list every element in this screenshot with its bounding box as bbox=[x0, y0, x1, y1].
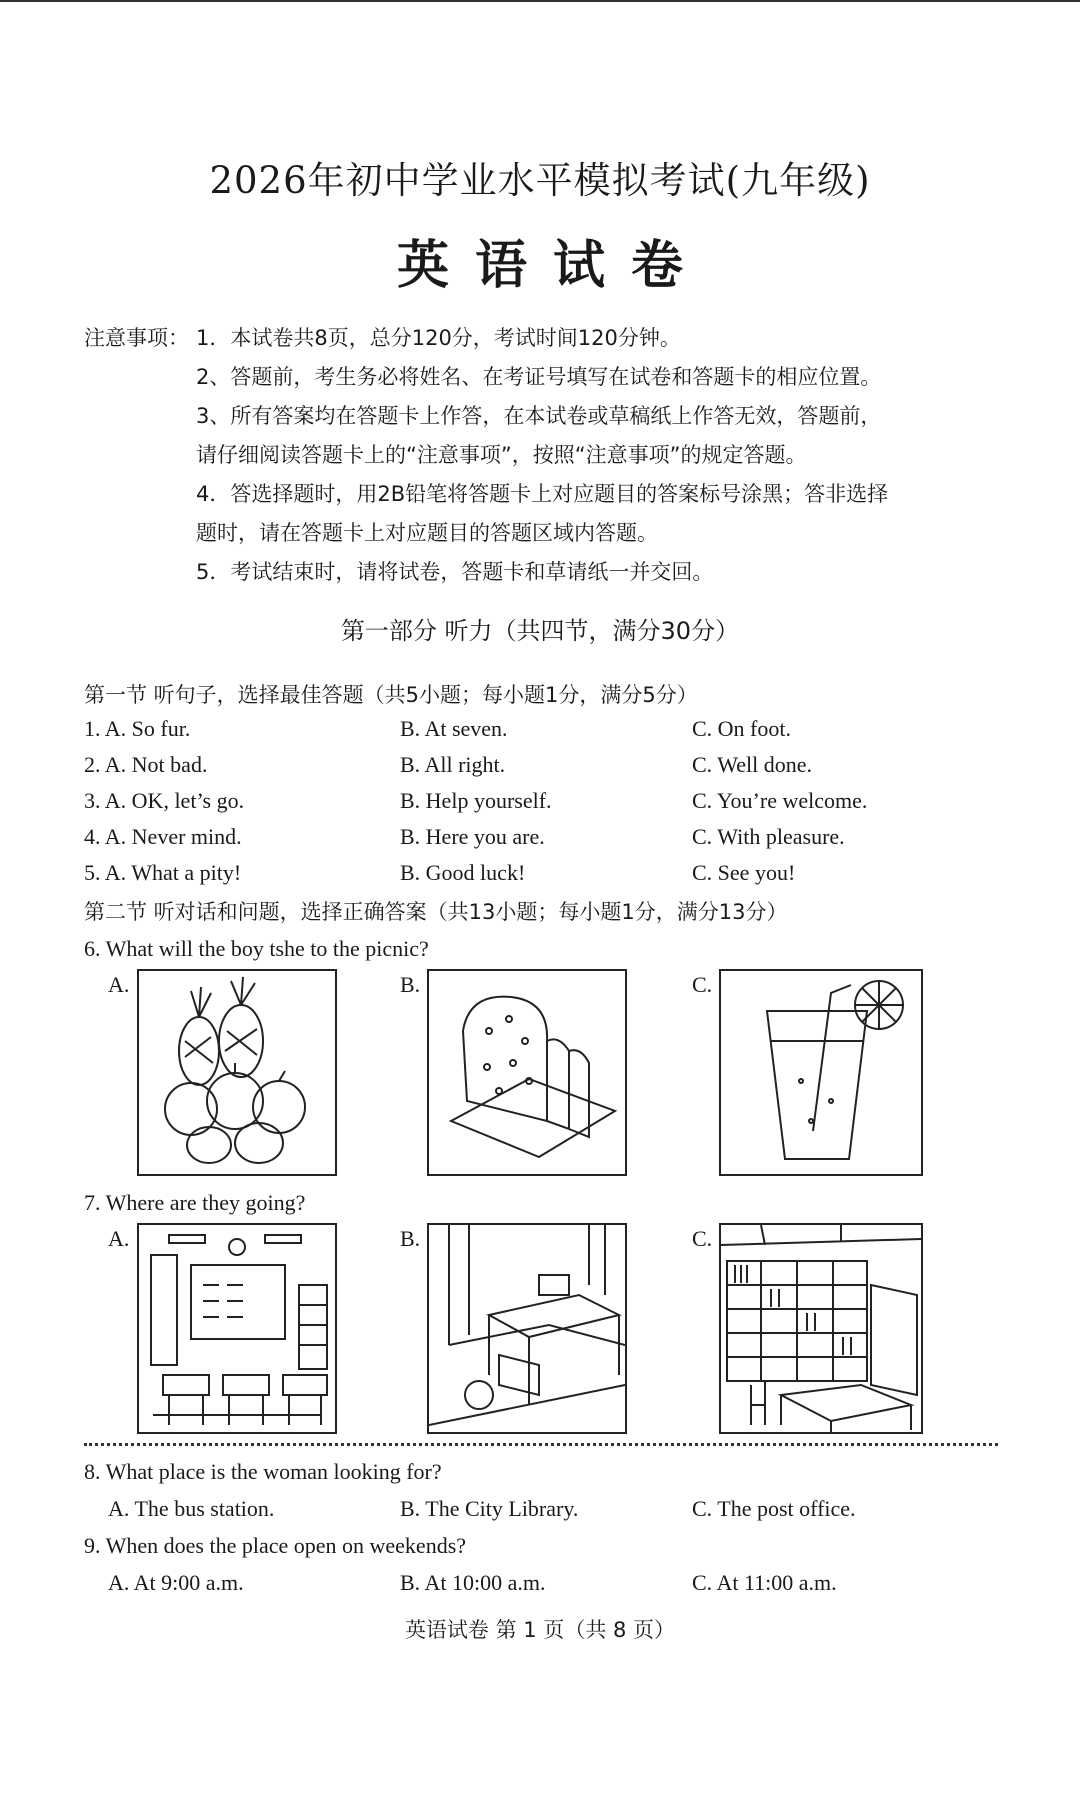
q1-option-a: 1. A. So fur. bbox=[84, 716, 191, 741]
q3-option-b: B. Help yourself. bbox=[400, 788, 552, 813]
q5-option-c: C. See you! bbox=[692, 860, 796, 885]
fruit-basket-icon bbox=[137, 969, 337, 1176]
q9-option-c: C. At 11:00 a.m. bbox=[692, 1570, 837, 1595]
bread-loaf-icon bbox=[427, 969, 627, 1176]
q5-option-b: B. Good luck! bbox=[400, 860, 526, 885]
exam-subtitle: 英语试卷 bbox=[396, 235, 709, 296]
q5-option-a: 5. A. What a pity! bbox=[84, 860, 242, 885]
q3-option-c: C. You’re welcome. bbox=[692, 788, 868, 813]
note-line: 5．考试结束时，请将试卷，答题卡和草请纸一并交回。 bbox=[196, 560, 714, 584]
q4-option-b: B. Here you are. bbox=[400, 824, 545, 849]
q7-label-c: C. bbox=[692, 1226, 713, 1251]
juice-glass-icon bbox=[719, 969, 923, 1176]
q1-option-c: C. On foot. bbox=[692, 716, 791, 741]
exam-title: 2026年初中学业水平模拟考试(九年级) bbox=[209, 159, 871, 202]
q3-option-a: 3. A. OK, let’s go. bbox=[84, 788, 245, 813]
q6-label-c: C. bbox=[692, 972, 713, 997]
q2-option-c: C. Well done. bbox=[692, 752, 813, 777]
section1-title: 第一节 听句子，选择最佳答题（共5小题；每小题1分，满分5分） bbox=[84, 683, 698, 707]
q7-label-a: A. bbox=[108, 1226, 130, 1251]
q9-stem: 9. When does the place open on weekends? bbox=[84, 1533, 467, 1558]
scan-top-edge bbox=[0, 0, 1080, 2]
q9-option-b: B. At 10:00 a.m. bbox=[400, 1570, 546, 1595]
q6-label-b: B. bbox=[400, 972, 421, 997]
note-line: 1．本试卷共8页，总分120分，考试时间120分钟。 bbox=[196, 326, 681, 350]
q7-label-b: B. bbox=[400, 1226, 421, 1251]
q9-option-a: A. At 9:00 a.m. bbox=[108, 1570, 244, 1595]
q2-option-b: B. All right. bbox=[400, 752, 506, 777]
section2-title: 第二节 听对话和问题，选择正确答案（共13小题；每小题1分，满分13分） bbox=[84, 900, 788, 924]
q8-stem: 8. What place is the woman looking for? bbox=[84, 1459, 442, 1484]
q8-option-c: C. The post office. bbox=[692, 1496, 856, 1521]
q4-option-c: C. With pleasure. bbox=[692, 824, 845, 849]
note-line: 题时，请在答题卡上对应题目的答题区域内答题。 bbox=[196, 521, 658, 545]
classroom-icon bbox=[137, 1223, 337, 1434]
study-room-icon bbox=[427, 1223, 627, 1434]
note-line: 4．答选择题时，用2B铅笔将答题卡上对应题目的答案标号涂黑；答非选择 bbox=[196, 482, 889, 506]
q6-stem: 6. What will the boy tshe to the picnic? bbox=[84, 936, 429, 961]
part1-title: 第一部分 听力（共四节，满分30分） bbox=[340, 617, 740, 645]
note-line: 请仔细阅读答题卡上的“注意事项”，按照“注意事项”的规定答题。 bbox=[196, 443, 807, 467]
note-line: 2、答题前，考生务必将姓名、在考证号填写在试卷和答题卡的相应位置。 bbox=[196, 365, 882, 389]
q8-option-b: B. The City Library. bbox=[400, 1496, 579, 1521]
library-icon bbox=[719, 1223, 923, 1434]
q7-stem: 7. Where are they going? bbox=[84, 1190, 306, 1215]
q6-label-a: A. bbox=[108, 972, 130, 997]
q4-option-a: 4. A. Never mind. bbox=[84, 824, 242, 849]
page-divider bbox=[84, 1443, 998, 1446]
note-line: 3、所有答案均在答题卡上作答，在本试卷或草稿纸上作答无效，答题前， bbox=[196, 404, 882, 428]
notes-label: 注意事项： bbox=[84, 326, 189, 350]
q2-option-a: 2. A. Not bad. bbox=[84, 752, 208, 777]
page-footer: 英语试卷 第 1 页（共 8 页） bbox=[404, 1618, 676, 1642]
q1-option-b: B. At seven. bbox=[400, 716, 508, 741]
q8-option-a: A. The bus station. bbox=[108, 1496, 275, 1521]
